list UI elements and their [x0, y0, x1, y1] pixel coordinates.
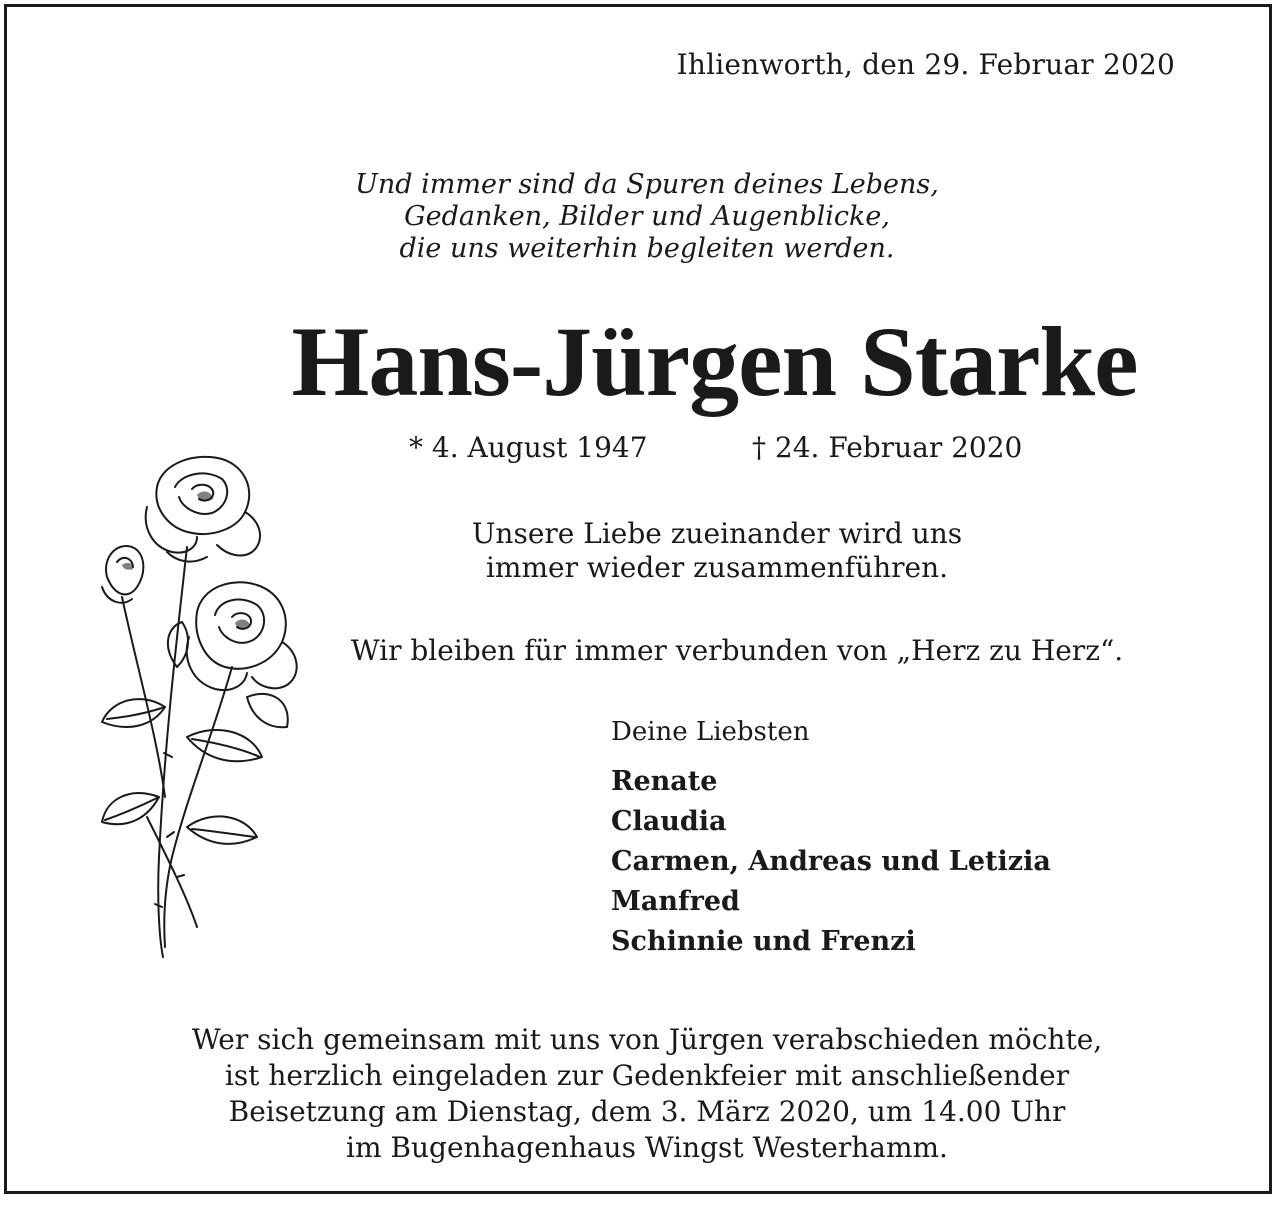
- quote-line: Gedanken, Bilder und Augenblicke,: [404, 201, 890, 232]
- invitation-line: Beisetzung am Dienstag, dem 3. März 2020, um 14.00 Uhr: [228, 1095, 1066, 1128]
- mourners-intro: Deine Liebsten: [611, 717, 810, 747]
- memorial-quote: [327, 169, 967, 265]
- motto-line: Unsere Liebe zueinander wird uns: [471, 517, 963, 550]
- birth-date: * 4. August 1947: [409, 431, 648, 464]
- quote-line: die uns weiterhin begleiten werden.: [399, 233, 895, 264]
- bond-statement: Wir bleiben für immer verbunden von „Herz zu Herz“.: [350, 634, 1124, 667]
- list-item: Manfred: [611, 886, 740, 917]
- funeral-invitation: [147, 1022, 1147, 1166]
- list-item: Carmen, Andreas und Letizia: [611, 846, 1051, 877]
- motto-line: immer wieder zusammenführen.: [485, 551, 949, 584]
- motto: [417, 517, 1017, 585]
- death-date: † 24. Februar 2020: [752, 431, 1023, 464]
- invitation-line: ist herzlich eingeladen zur Gedenkfeier mit anschließender: [224, 1059, 1070, 1092]
- deceased-name: Hans-Jürgen Starke: [291, 306, 1138, 417]
- place-date: Ihlienworth, den 29. Februar 2020: [676, 48, 1175, 81]
- obituary-frame: [4, 4, 1272, 1194]
- list-item: Claudia: [611, 806, 727, 837]
- list-item: Schinnie und Frenzi: [611, 926, 916, 957]
- rose-bouquet-icon: [47, 437, 307, 977]
- list-item: Renate: [611, 766, 718, 797]
- quote-line: Und immer sind da Spuren deines Lebens,: [355, 169, 939, 200]
- invitation-line: Wer sich gemeinsam mit uns von Jürgen verabschieden möchte,: [191, 1023, 1103, 1056]
- invitation-line: im Bugenhagenhaus Wingst Westerhamm.: [346, 1131, 948, 1164]
- mourners-list: [611, 762, 1051, 962]
